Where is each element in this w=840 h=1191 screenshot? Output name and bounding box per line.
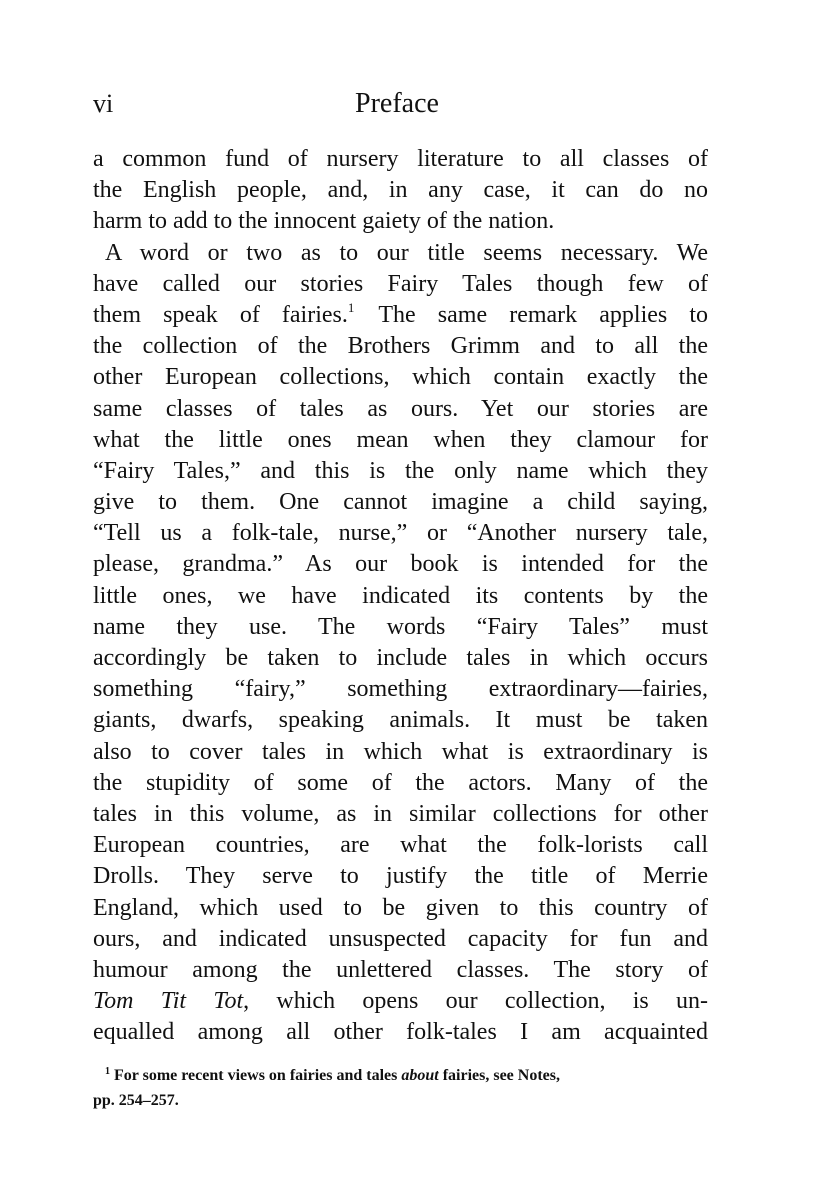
text-line: tales in this volume, as in similar collections for other — [93, 800, 708, 827]
footnote-marker: 1 — [105, 1066, 110, 1077]
footnote-line: pp. 254–257. — [93, 1092, 179, 1109]
text-line: what the little ones mean when they clamour for — [93, 426, 708, 453]
footnote-emphasis: about — [401, 1067, 439, 1084]
text-segment: The same remark applies to — [378, 301, 709, 328]
footnote-text: fairies, see Notes, — [438, 1067, 560, 1084]
text-line: name they use. The words “Fairy Tales” must — [93, 613, 708, 640]
text-line-with-footnote — [93, 300, 708, 331]
text-segment — [354, 302, 378, 328]
text-line: giants, dwarfs, speaking animals. It must be taken — [93, 707, 708, 734]
text-line: other European collections, which contain exactly the — [93, 364, 708, 391]
text-line: equalled among all other folk-tales I am acquainted — [93, 1019, 708, 1046]
text-line: the English people, and, in any case, it can do no — [93, 177, 708, 204]
page-number: vi — [93, 89, 114, 118]
footnote-text: For some recent views on fairies and tales — [114, 1067, 402, 1084]
text-line: European countries, are what the folk-lorists call — [93, 832, 708, 859]
text-line: have called our stories Fairy Tales though few of — [93, 270, 708, 297]
text-line: accordingly be taken to include tales in which occurs — [93, 645, 708, 671]
text-line: same classes of tales as ours. Yet our stories are — [93, 395, 708, 422]
text-line: also to cover tales in which what is extraordinary is — [93, 738, 708, 765]
text-line-with-title — [93, 986, 708, 1017]
text-line: “Fairy Tales,” and this is the only name which they — [93, 457, 708, 484]
page-header — [93, 84, 713, 124]
text-line: Drolls. They serve to justify the title of Merrie — [93, 863, 708, 890]
running-title: Preface — [355, 88, 439, 119]
story-title: Tom Tit Tot — [93, 988, 244, 1015]
text-line: a common fund of nursery literature to all classes of — [93, 146, 708, 172]
text-line: something “fairy,” something extraordinary—fairies, — [93, 676, 708, 703]
text-line: harm to add to the innocent gaiety of the nation. — [93, 208, 555, 235]
text-line: ours, and indicated unsuspected capacity for fun and — [93, 925, 708, 952]
text-line: please, grandma.” As our book is intended for the — [93, 551, 708, 578]
text-line: the collection of the Brothers Grimm and to all the — [93, 333, 708, 360]
text-line: give to them. One cannot imagine a child saying, — [93, 489, 708, 516]
footnote-line — [93, 1063, 708, 1088]
footnote-reference[interactable]: 1 — [347, 299, 355, 315]
text-segment: them speak of fairies. — [93, 301, 348, 328]
footnote — [93, 1063, 708, 1113]
text-segment: , which opens our collection, is un- — [243, 988, 708, 1015]
text-line: A word or two as to our title seems necessary. We — [105, 239, 708, 266]
text-line: “Tell us a folk-tale, nurse,” or “Another nursery tale, — [93, 520, 708, 547]
text-line: the stupidity of some of the actors. Many of the — [93, 769, 708, 796]
text-line: humour among the unlettered classes. The story of — [93, 956, 708, 983]
text-line: little ones, we have indicated its contents by the — [93, 582, 708, 609]
body-text — [93, 144, 708, 1048]
text-line: England, which used to be given to this country of — [93, 894, 708, 921]
